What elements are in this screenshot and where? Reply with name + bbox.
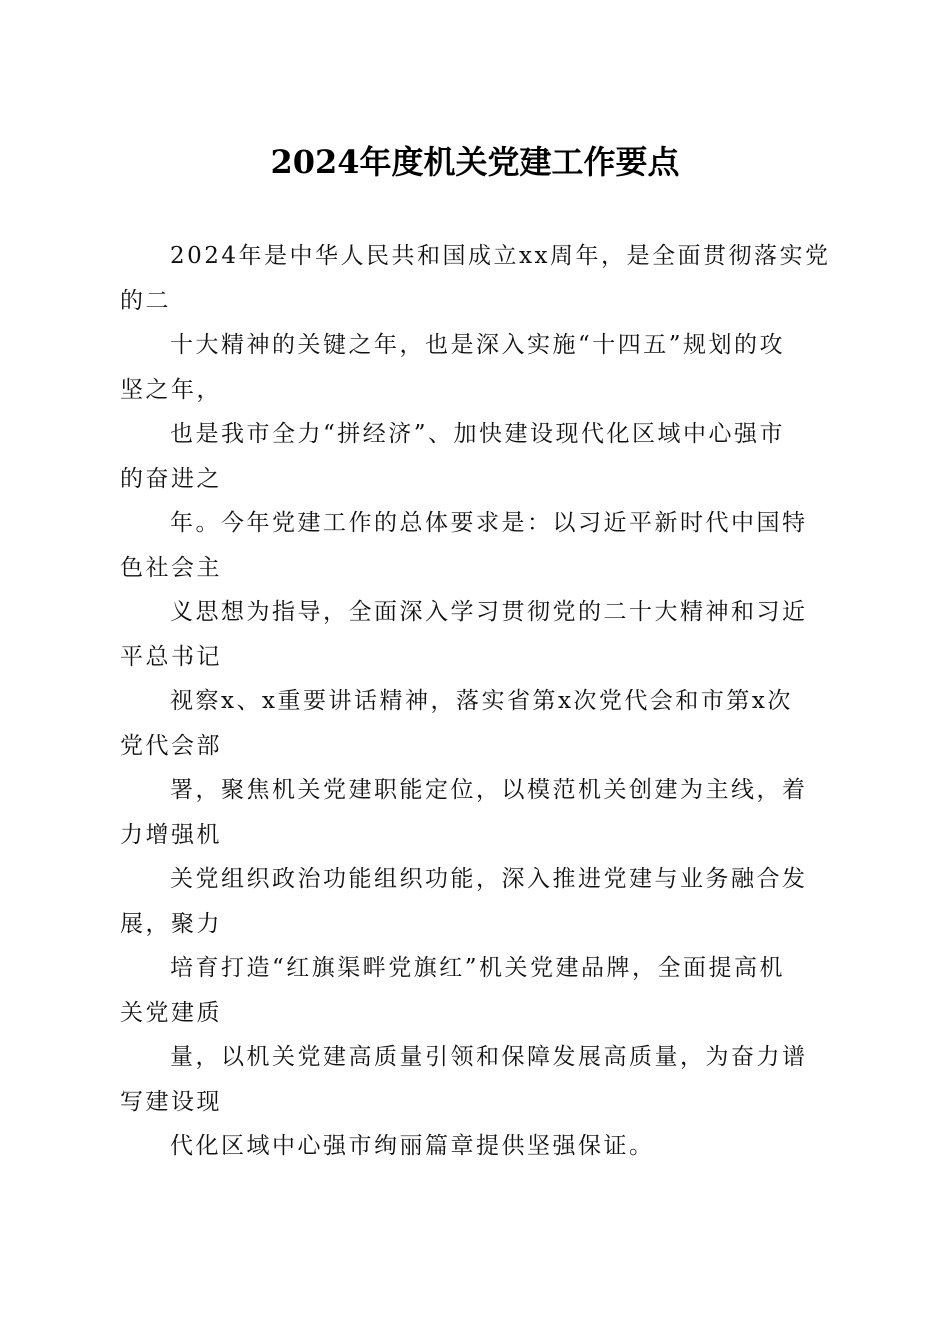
body-line: 党代会部 (120, 732, 222, 759)
body-line: 2024年是中华人民共和国成立xx周年，是全面贯彻落实党 (170, 243, 831, 269)
body-line: 代化区域中心强市绚丽篇章提供坚强保证。 (170, 1133, 655, 1159)
document-title: 2024年度机关党建工作要点 (270, 143, 680, 181)
body-line: 视察x、x重要讲话精神，落实省第x次党代会和市第x次 (170, 688, 793, 714)
body-line: 培育打造“红旗渠畔党旗红”机关党建品牌，全面提高机 (170, 955, 786, 981)
body-line: 量，以机关党建高质量引领和保障发展高质量，为奋力谱 (170, 1044, 808, 1070)
body-line: 也是我市全力“拼经济”、加快建设现代化区域中心强市 (170, 421, 786, 447)
body-line: 关党组织政治功能组织功能，深入推进党建与业务融合发 (170, 866, 808, 892)
body-line: 十大精神的关键之年，也是深入实施“十四五”规划的攻 (170, 332, 786, 358)
document-body (120, 234, 830, 1169)
body-line: 的二 (120, 287, 171, 314)
body-line: 展，聚力 (120, 910, 222, 937)
body-line: 写建设现 (120, 1088, 222, 1115)
body-line: 的奋进之 (120, 465, 222, 492)
body-line: 色社会主 (120, 554, 222, 581)
body-line: 署，聚焦机关党建职能定位，以模范机关创建为主线，着 (170, 777, 808, 803)
body-line: 义思想为指导，全面深入学习贯彻党的二十大精神和习近 (170, 599, 808, 625)
body-line: 坚之年， (120, 376, 222, 403)
body-line: 力增强机 (120, 821, 222, 848)
body-line: 年。今年党建工作的总体要求是：以习近平新时代中国特 (170, 510, 808, 536)
body-line: 平总书记 (120, 643, 222, 670)
body-line: 关党建质 (120, 999, 222, 1026)
